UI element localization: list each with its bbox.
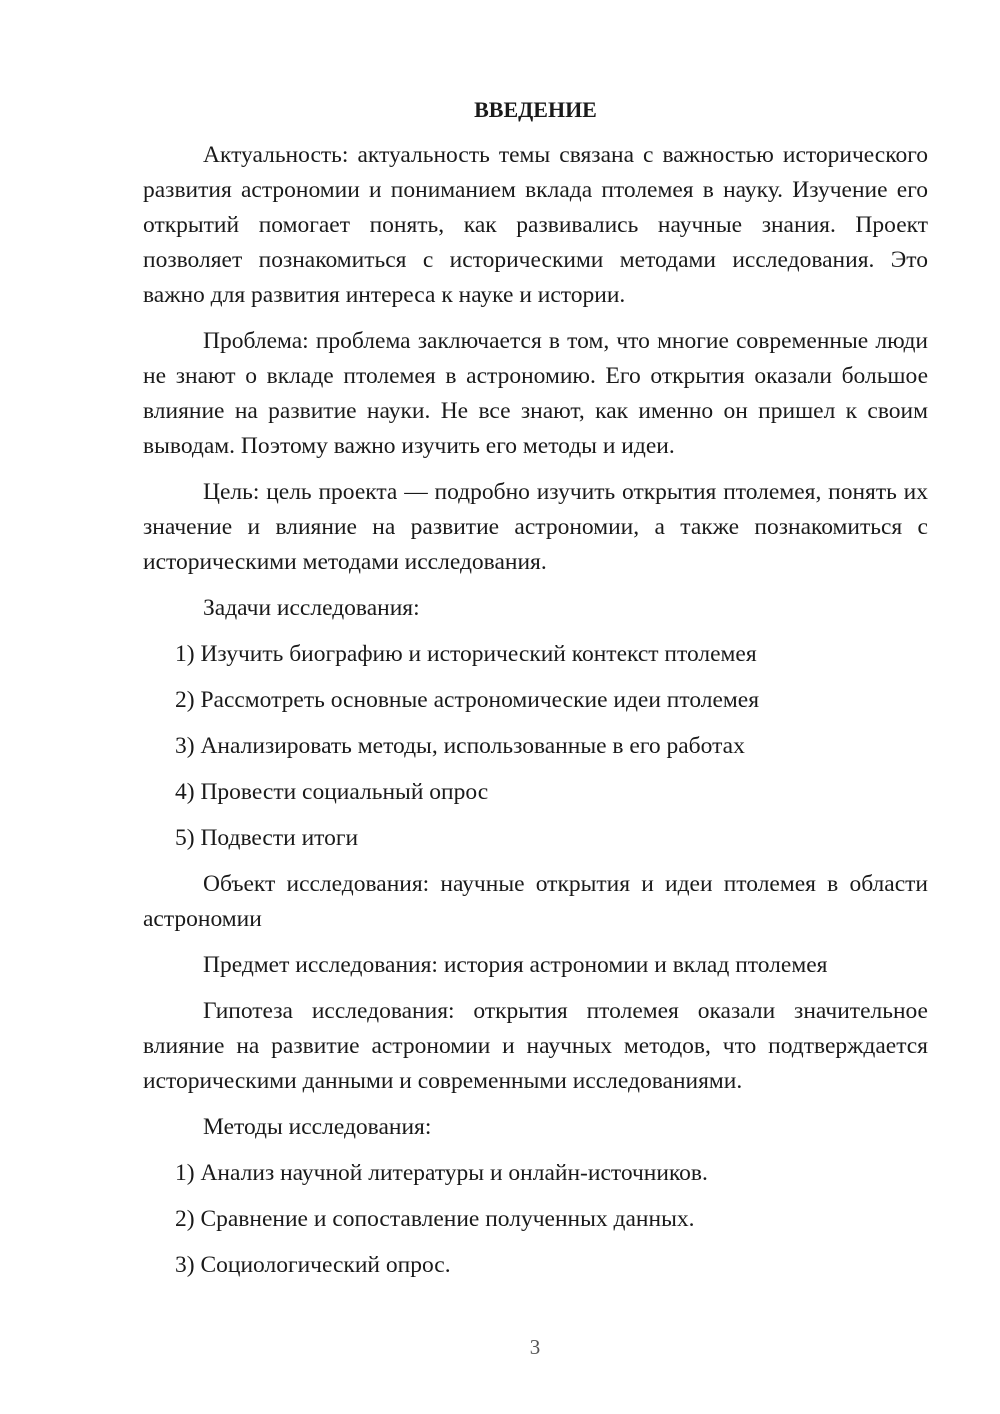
page-title: ВВЕДЕНИЕ (474, 97, 597, 122)
list-item: 3) Анализировать методы, использованные в его работах (175, 733, 745, 759)
subject-paragraph: Предмет исследования: история астрономии и вклад птолемея (203, 952, 828, 978)
hypothesis-paragraph: Гипотеза исследования: открытия птолемея оказали значительное влияние на развитие астрономии и научных методов, что подтверждается историческими данными и современными исследованиями. (143, 998, 928, 1094)
methods-heading: Методы исследования: (203, 1114, 432, 1140)
list-item: 1) Изучить биографию и исторический контекст птолемея (175, 641, 757, 667)
object-paragraph: Объект исследования: научные открытия и идеи птолемея в области астрономии (143, 871, 928, 932)
goal-paragraph: Цель: цель проекта — подробно изучить открытия птолемея, понять их значение и влияние на развитие астрономии, а также познакомиться с историческими методами исследования. (143, 479, 928, 575)
tasks-heading: Задачи исследования: (203, 595, 420, 621)
list-item: 4) Провести социальный опрос (175, 779, 489, 805)
relevance-paragraph: Актуальность: актуальность темы связана с важностью исторического развития астрономии и пониманием вклада птолемея в науку. Изучение его открытий помогает понять, как развивались научные знания. Проект позволяет познакомиться с историческими методами исследования. Это важно для развития интереса к науке и истории. (143, 142, 928, 308)
page-number: 3 (529, 1335, 541, 1359)
list-item: 2) Сравнение и сопоставление полученных данных. (175, 1206, 695, 1232)
page-content (143, 92, 928, 1294)
list-item: 3) Социологический опрос. (175, 1252, 451, 1278)
list-item: 2) Рассмотреть основные астрономические идеи птолемея (175, 687, 760, 713)
methods-list (143, 1156, 928, 1283)
problem-paragraph: Проблема: проблема заключается в том, что многие современные люди не знают о вкладе птолемея в астрономию. Его открытия оказали большое влияние на развитие науки. Не все знают, как именно он пришел к своим выводам. Поэтому важно изучить его методы и идеи. (143, 328, 928, 459)
list-item: 1) Анализ научной литературы и онлайн-источников. (175, 1160, 708, 1186)
tasks-list (143, 637, 928, 856)
list-item: 5) Подвести итоги (175, 825, 359, 851)
